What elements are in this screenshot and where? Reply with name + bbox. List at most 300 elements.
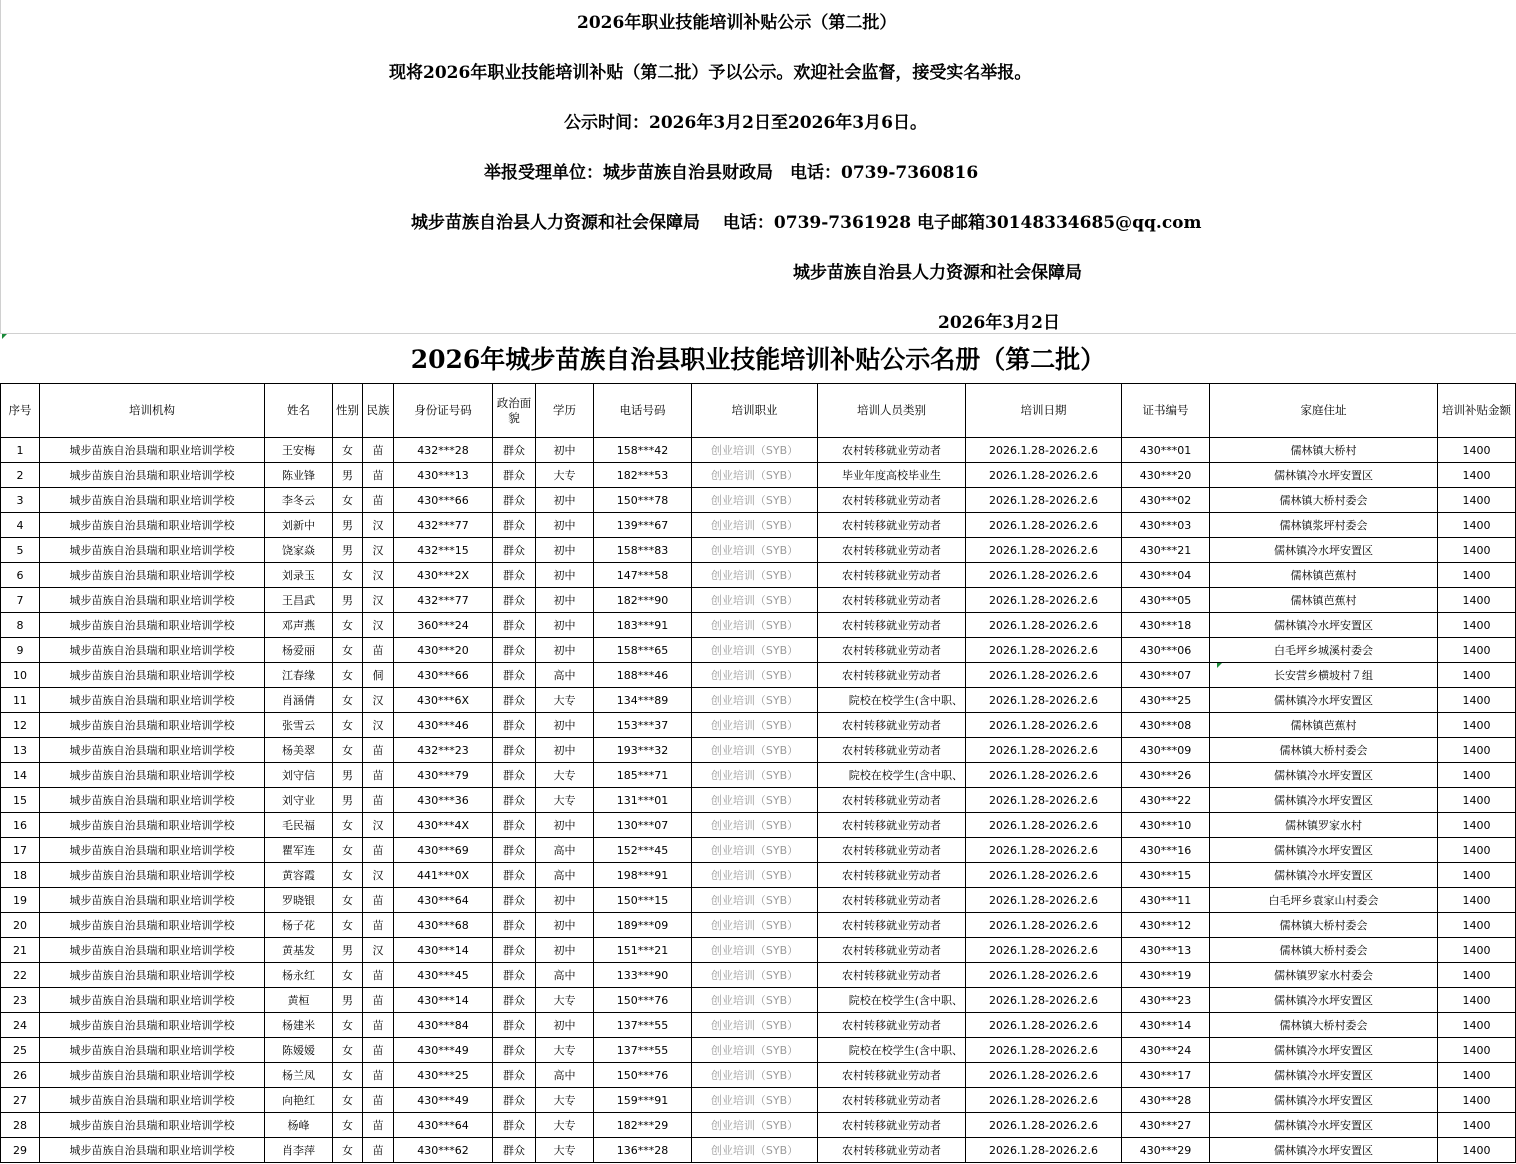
cell-job: 创业培训（SYB） bbox=[692, 713, 818, 738]
cell-education: 初中 bbox=[536, 938, 594, 963]
cell-index: 1 bbox=[1, 438, 40, 463]
cell-job: 创业培训（SYB） bbox=[692, 1063, 818, 1088]
cell-ethnicity: 苗 bbox=[363, 888, 394, 913]
cell-education: 大专 bbox=[536, 1038, 594, 1063]
cell-certificate: 430***06 bbox=[1122, 638, 1210, 663]
cell-name: 刘新中 bbox=[265, 513, 333, 538]
cell-subsidy: 1400 bbox=[1438, 963, 1516, 988]
cell-ethnicity: 苗 bbox=[363, 1038, 394, 1063]
cell-phone: 133***90 bbox=[594, 963, 692, 988]
cell-category: 农村转移就业劳动者 bbox=[818, 513, 966, 538]
cell-ethnicity: 苗 bbox=[363, 438, 394, 463]
cell-id: 360***24 bbox=[394, 613, 493, 638]
table-row bbox=[1, 538, 1516, 563]
cell-address: 白毛坪乡袁家山村委会 bbox=[1210, 888, 1438, 913]
cell-name: 陈嫒嫒 bbox=[265, 1038, 333, 1063]
table-row bbox=[1, 1113, 1516, 1138]
cell-ethnicity: 苗 bbox=[363, 1013, 394, 1038]
cell-org: 城步苗族自治县瑞和职业培训学校 bbox=[40, 638, 265, 663]
cell-address: 儒林镇冷水坪安置区 bbox=[1210, 1138, 1438, 1163]
cell-address: 儒林镇大桥村委会 bbox=[1210, 738, 1438, 763]
cell-id: 430***2X bbox=[394, 563, 493, 588]
table-row bbox=[1, 613, 1516, 638]
cell-org: 城步苗族自治县瑞和职业培训学校 bbox=[40, 1038, 265, 1063]
cell-subsidy: 1400 bbox=[1438, 663, 1516, 688]
cell-job: 创业培训（SYB） bbox=[692, 1088, 818, 1113]
cell-job: 创业培训（SYB） bbox=[692, 788, 818, 813]
cell-index: 7 bbox=[1, 588, 40, 613]
cell-job: 创业培训（SYB） bbox=[692, 963, 818, 988]
cell-certificate: 430***16 bbox=[1122, 838, 1210, 863]
cell-phone: 193***32 bbox=[594, 738, 692, 763]
cell-index: 29 bbox=[1, 1138, 40, 1163]
cell-index: 6 bbox=[1, 563, 40, 588]
table-row bbox=[1, 788, 1516, 813]
cell-job: 创业培训（SYB） bbox=[692, 888, 818, 913]
cell-gender: 女 bbox=[333, 688, 363, 713]
cell-phone: 152***45 bbox=[594, 838, 692, 863]
cell-subsidy: 1400 bbox=[1438, 1063, 1516, 1088]
cell-name: 肖李萍 bbox=[265, 1138, 333, 1163]
cell-date: 2026.1.28-2026.2.6 bbox=[966, 988, 1122, 1013]
notice-issuer: 城步苗族自治县人力资源和社会保障局 bbox=[793, 263, 1082, 283]
cell-index: 16 bbox=[1, 813, 40, 838]
cell-education: 大专 bbox=[536, 788, 594, 813]
cell-phone: 137***55 bbox=[594, 1038, 692, 1063]
cell-subsidy: 1400 bbox=[1438, 638, 1516, 663]
cell-org: 城步苗族自治县瑞和职业培训学校 bbox=[40, 913, 265, 938]
cell-certificate: 430***10 bbox=[1122, 813, 1210, 838]
cell-index: 26 bbox=[1, 1063, 40, 1088]
cell-ethnicity: 汉 bbox=[363, 563, 394, 588]
cell-org: 城步苗族自治县瑞和职业培训学校 bbox=[40, 1088, 265, 1113]
cell-id: 430***79 bbox=[394, 763, 493, 788]
cell-category: 农村转移就业劳动者 bbox=[818, 1013, 966, 1038]
cell-date: 2026.1.28-2026.2.6 bbox=[966, 613, 1122, 638]
cell-political: 群众 bbox=[493, 838, 536, 863]
cell-gender: 女 bbox=[333, 1113, 363, 1138]
cell-education: 高中 bbox=[536, 963, 594, 988]
cell-date: 2026.1.28-2026.2.6 bbox=[966, 663, 1122, 688]
cell-org: 城步苗族自治县瑞和职业培训学校 bbox=[40, 588, 265, 613]
notice-report-unit: 举报受理单位：城步苗族自治县财政局 电话：0739-7360816 bbox=[484, 163, 979, 183]
cell-date: 2026.1.28-2026.2.6 bbox=[966, 1038, 1122, 1063]
cell-ethnicity: 苗 bbox=[363, 463, 394, 488]
cell-name: 杨子花 bbox=[265, 913, 333, 938]
cell-job: 创业培训（SYB） bbox=[692, 663, 818, 688]
cell-certificate: 430***15 bbox=[1122, 863, 1210, 888]
cell-political: 群众 bbox=[493, 1113, 536, 1138]
cell-id: 430***84 bbox=[394, 1013, 493, 1038]
cell-id: 430***45 bbox=[394, 963, 493, 988]
table-row bbox=[1, 438, 1516, 463]
cell-subsidy: 1400 bbox=[1438, 538, 1516, 563]
cell-subsidy: 1400 bbox=[1438, 463, 1516, 488]
cell-category: 院校在校学生(含中职、 bbox=[818, 988, 966, 1013]
cell-gender: 女 bbox=[333, 438, 363, 463]
cell-date: 2026.1.28-2026.2.6 bbox=[966, 963, 1122, 988]
cell-address: 儒林镇冷水坪安置区 bbox=[1210, 1113, 1438, 1138]
cell-id: 432***77 bbox=[394, 588, 493, 613]
table-header-row bbox=[1, 384, 1516, 438]
cell-name: 杨兰凤 bbox=[265, 1063, 333, 1088]
cell-subsidy: 1400 bbox=[1438, 513, 1516, 538]
cell-phone: 139***67 bbox=[594, 513, 692, 538]
table-row bbox=[1, 1088, 1516, 1113]
cell-certificate: 430***22 bbox=[1122, 788, 1210, 813]
cell-education: 初中 bbox=[536, 638, 594, 663]
cell-index: 5 bbox=[1, 538, 40, 563]
table-row bbox=[1, 513, 1516, 538]
cell-job: 创业培训（SYB） bbox=[692, 863, 818, 888]
header-cell: 性别 bbox=[333, 384, 363, 438]
cell-ethnicity: 苗 bbox=[363, 1113, 394, 1138]
cell-subsidy: 1400 bbox=[1438, 763, 1516, 788]
cell-job: 创业培训（SYB） bbox=[692, 738, 818, 763]
cell-address: 儒林镇芭蕉村 bbox=[1210, 713, 1438, 738]
cell-name: 杨美翠 bbox=[265, 738, 333, 763]
cell-job: 创业培训（SYB） bbox=[692, 1113, 818, 1138]
cell-category: 农村转移就业劳动者 bbox=[818, 563, 966, 588]
cell-date: 2026.1.28-2026.2.6 bbox=[966, 1113, 1122, 1138]
table-row bbox=[1, 1038, 1516, 1063]
cell-id: 430***69 bbox=[394, 838, 493, 863]
cell-id: 430***66 bbox=[394, 488, 493, 513]
cell-date: 2026.1.28-2026.2.6 bbox=[966, 788, 1122, 813]
cell-org: 城步苗族自治县瑞和职业培训学校 bbox=[40, 438, 265, 463]
cell-subsidy: 1400 bbox=[1438, 888, 1516, 913]
cell-phone: 185***71 bbox=[594, 763, 692, 788]
cell-job: 创业培训（SYB） bbox=[692, 1013, 818, 1038]
cell-phone: 150***76 bbox=[594, 1063, 692, 1088]
cell-education: 初中 bbox=[536, 888, 594, 913]
cell-certificate: 430***17 bbox=[1122, 1063, 1210, 1088]
cell-certificate: 430***12 bbox=[1122, 913, 1210, 938]
cell-address: 儒林镇冷水坪安置区 bbox=[1210, 688, 1438, 713]
cell-index: 22 bbox=[1, 963, 40, 988]
cell-education: 高中 bbox=[536, 863, 594, 888]
cell-phone: 150***78 bbox=[594, 488, 692, 513]
cell-index: 20 bbox=[1, 913, 40, 938]
cell-phone: 158***83 bbox=[594, 538, 692, 563]
cell-education: 初中 bbox=[536, 488, 594, 513]
cell-education: 高中 bbox=[536, 838, 594, 863]
cell-certificate: 430***28 bbox=[1122, 1088, 1210, 1113]
notice-block bbox=[0, 0, 1516, 334]
cell-org: 城步苗族自治县瑞和职业培训学校 bbox=[40, 1063, 265, 1088]
cell-political: 群众 bbox=[493, 588, 536, 613]
cell-political: 群众 bbox=[493, 538, 536, 563]
cell-gender: 女 bbox=[333, 713, 363, 738]
cell-date: 2026.1.28-2026.2.6 bbox=[966, 813, 1122, 838]
notice-intro: 现将2026年职业技能培训补贴（第二批）予以公示。欢迎社会监督，接受实名举报。 bbox=[389, 63, 1032, 83]
cell-phone: 134***89 bbox=[594, 688, 692, 713]
cell-subsidy: 1400 bbox=[1438, 738, 1516, 763]
cell-id: 430***25 bbox=[394, 1063, 493, 1088]
cell-address: 儒林镇浆坪村委会 bbox=[1210, 513, 1438, 538]
cell-job: 创业培训（SYB） bbox=[692, 613, 818, 638]
cell-political: 群众 bbox=[493, 438, 536, 463]
cell-political: 群众 bbox=[493, 488, 536, 513]
cell-address: 儒林镇冷水坪安置区 bbox=[1210, 538, 1438, 563]
cell-job: 创业培训（SYB） bbox=[692, 988, 818, 1013]
notice-period: 公示时间：2026年3月2日至2026年3月6日。 bbox=[564, 113, 927, 133]
cell-education: 大专 bbox=[536, 988, 594, 1013]
cell-date: 2026.1.28-2026.2.6 bbox=[966, 438, 1122, 463]
cell-phone: 130***07 bbox=[594, 813, 692, 838]
cell-category: 毕业年度高校毕业生 bbox=[818, 463, 966, 488]
cell-category: 农村转移就业劳动者 bbox=[818, 588, 966, 613]
cell-id: 432***15 bbox=[394, 538, 493, 563]
cell-org: 城步苗族自治县瑞和职业培训学校 bbox=[40, 788, 265, 813]
cell-subsidy: 1400 bbox=[1438, 563, 1516, 588]
table-row bbox=[1, 863, 1516, 888]
cell-education: 初中 bbox=[536, 513, 594, 538]
cell-date: 2026.1.28-2026.2.6 bbox=[966, 488, 1122, 513]
cell-index: 10 bbox=[1, 663, 40, 688]
cell-date: 2026.1.28-2026.2.6 bbox=[966, 738, 1122, 763]
cell-political: 群众 bbox=[493, 888, 536, 913]
cell-ethnicity: 汉 bbox=[363, 813, 394, 838]
cell-education: 初中 bbox=[536, 613, 594, 638]
table-row bbox=[1, 688, 1516, 713]
cell-name: 张雪云 bbox=[265, 713, 333, 738]
cell-org: 城步苗族自治县瑞和职业培训学校 bbox=[40, 563, 265, 588]
cell-ethnicity: 汉 bbox=[363, 613, 394, 638]
cell-index: 12 bbox=[1, 713, 40, 738]
cell-phone: 131***01 bbox=[594, 788, 692, 813]
cell-gender: 女 bbox=[333, 1063, 363, 1088]
cell-gender: 男 bbox=[333, 938, 363, 963]
cell-education: 大专 bbox=[536, 688, 594, 713]
cell-category: 农村转移就业劳动者 bbox=[818, 438, 966, 463]
header-cell: 学历 bbox=[536, 384, 594, 438]
cell-index: 19 bbox=[1, 888, 40, 913]
cell-org: 城步苗族自治县瑞和职业培训学校 bbox=[40, 613, 265, 638]
cell-subsidy: 1400 bbox=[1438, 988, 1516, 1013]
cell-certificate: 430***23 bbox=[1122, 988, 1210, 1013]
cell-address: 儒林镇大桥村委会 bbox=[1210, 1013, 1438, 1038]
cell-subsidy: 1400 bbox=[1438, 1113, 1516, 1138]
cell-id: 430***4X bbox=[394, 813, 493, 838]
cell-date: 2026.1.28-2026.2.6 bbox=[966, 888, 1122, 913]
cell-ethnicity: 苗 bbox=[363, 638, 394, 663]
cell-address: 儒林镇罗家水村 bbox=[1210, 813, 1438, 838]
cell-subsidy: 1400 bbox=[1438, 613, 1516, 638]
cell-political: 群众 bbox=[493, 988, 536, 1013]
table-row bbox=[1, 838, 1516, 863]
cell-name: 江春缘 bbox=[265, 663, 333, 688]
notice-report-unit-2: 城步苗族自治县人力资源和社会保障局 电话：0739-7361928 电子邮箱30148334685@qq.com bbox=[411, 213, 1202, 233]
cell-category: 农村转移就业劳动者 bbox=[818, 1113, 966, 1138]
cell-id: 441***0X bbox=[394, 863, 493, 888]
cell-political: 群众 bbox=[493, 963, 536, 988]
cell-education: 初中 bbox=[536, 438, 594, 463]
cell-org: 城步苗族自治县瑞和职业培训学校 bbox=[40, 663, 265, 688]
cell-address: 儒林镇冷水坪安置区 bbox=[1210, 788, 1438, 813]
cell-index: 13 bbox=[1, 738, 40, 763]
cell-certificate: 430***03 bbox=[1122, 513, 1210, 538]
cell-ethnicity: 汉 bbox=[363, 513, 394, 538]
cell-org: 城步苗族自治县瑞和职业培训学校 bbox=[40, 738, 265, 763]
header-cell: 证书编号 bbox=[1122, 384, 1210, 438]
table-row bbox=[1, 963, 1516, 988]
cell-id: 430***20 bbox=[394, 638, 493, 663]
cell-address: 儒林镇冷水坪安置区 bbox=[1210, 838, 1438, 863]
cell-id: 430***64 bbox=[394, 888, 493, 913]
cell-name: 刘守业 bbox=[265, 788, 333, 813]
cell-index: 28 bbox=[1, 1113, 40, 1138]
cell-ethnicity: 苗 bbox=[363, 763, 394, 788]
cell-political: 群众 bbox=[493, 938, 536, 963]
cell-political: 群众 bbox=[493, 638, 536, 663]
cell-subsidy: 1400 bbox=[1438, 1088, 1516, 1113]
header-cell: 政治面貌 bbox=[493, 384, 536, 438]
cell-education: 初中 bbox=[536, 538, 594, 563]
cell-id: 430***49 bbox=[394, 1038, 493, 1063]
cell-name: 王昌武 bbox=[265, 588, 333, 613]
cell-index: 15 bbox=[1, 788, 40, 813]
cell-gender: 女 bbox=[333, 638, 363, 663]
cell-name: 黄容霞 bbox=[265, 863, 333, 888]
cell-certificate: 430***27 bbox=[1122, 1113, 1210, 1138]
cell-name: 饶家焱 bbox=[265, 538, 333, 563]
cell-ethnicity: 汉 bbox=[363, 938, 394, 963]
cell-subsidy: 1400 bbox=[1438, 688, 1516, 713]
cell-id: 430***64 bbox=[394, 1113, 493, 1138]
cell-address: 儒林镇冷水坪安置区 bbox=[1210, 863, 1438, 888]
cell-org: 城步苗族自治县瑞和职业培训学校 bbox=[40, 888, 265, 913]
cell-name: 邓声燕 bbox=[265, 613, 333, 638]
cell-org: 城步苗族自治县瑞和职业培训学校 bbox=[40, 813, 265, 838]
table-row bbox=[1, 913, 1516, 938]
table-row bbox=[1, 1063, 1516, 1088]
cell-address: 白毛坪乡城溪村委会 bbox=[1210, 638, 1438, 663]
cell-phone: 158***65 bbox=[594, 638, 692, 663]
cell-ethnicity: 苗 bbox=[363, 738, 394, 763]
cell-political: 群众 bbox=[493, 613, 536, 638]
cell-job: 创业培训（SYB） bbox=[692, 813, 818, 838]
cell-id: 430***68 bbox=[394, 913, 493, 938]
cell-subsidy: 1400 bbox=[1438, 938, 1516, 963]
cell-index: 24 bbox=[1, 1013, 40, 1038]
cell-political: 群众 bbox=[493, 913, 536, 938]
cell-ethnicity: 苗 bbox=[363, 488, 394, 513]
cell-subsidy: 1400 bbox=[1438, 863, 1516, 888]
cell-org: 城步苗族自治县瑞和职业培训学校 bbox=[40, 988, 265, 1013]
cell-org: 城步苗族自治县瑞和职业培训学校 bbox=[40, 963, 265, 988]
cell-date: 2026.1.28-2026.2.6 bbox=[966, 1013, 1122, 1038]
cell-gender: 女 bbox=[333, 663, 363, 688]
table-row bbox=[1, 1013, 1516, 1038]
cell-address: 儒林镇冷水坪安置区 bbox=[1210, 1088, 1438, 1113]
cell-index: 9 bbox=[1, 638, 40, 663]
cell-index: 17 bbox=[1, 838, 40, 863]
cell-org: 城步苗族自治县瑞和职业培训学校 bbox=[40, 1113, 265, 1138]
cell-subsidy: 1400 bbox=[1438, 438, 1516, 463]
cell-political: 群众 bbox=[493, 513, 536, 538]
cell-phone: 198***91 bbox=[594, 863, 692, 888]
header-cell: 身份证号码 bbox=[394, 384, 493, 438]
cell-political: 群众 bbox=[493, 463, 536, 488]
cell-phone: 189***09 bbox=[594, 913, 692, 938]
cell-phone: 137***55 bbox=[594, 1013, 692, 1038]
cell-job: 创业培训（SYB） bbox=[692, 1038, 818, 1063]
cell-index: 11 bbox=[1, 688, 40, 713]
table-row bbox=[1, 588, 1516, 613]
table-row bbox=[1, 888, 1516, 913]
cell-address: 儒林镇大桥村委会 bbox=[1210, 488, 1438, 513]
cell-phone: 150***15 bbox=[594, 888, 692, 913]
cell-gender: 女 bbox=[333, 813, 363, 838]
cell-category: 农村转移就业劳动者 bbox=[818, 813, 966, 838]
cell-job: 创业培训（SYB） bbox=[692, 513, 818, 538]
cell-subsidy: 1400 bbox=[1438, 713, 1516, 738]
header-cell: 培训机构 bbox=[40, 384, 265, 438]
cell-political: 群众 bbox=[493, 1088, 536, 1113]
cell-education: 大专 bbox=[536, 1138, 594, 1163]
cell-index: 14 bbox=[1, 763, 40, 788]
cell-gender: 女 bbox=[333, 838, 363, 863]
table-row bbox=[1, 988, 1516, 1013]
cell-certificate: 430***02 bbox=[1122, 488, 1210, 513]
cell-education: 初中 bbox=[536, 913, 594, 938]
cell-category: 农村转移就业劳动者 bbox=[818, 963, 966, 988]
cell-phone: 159***91 bbox=[594, 1088, 692, 1113]
cell-org: 城步苗族自治县瑞和职业培训学校 bbox=[40, 838, 265, 863]
cell-org: 城步苗族自治县瑞和职业培训学校 bbox=[40, 763, 265, 788]
cell-org: 城步苗族自治县瑞和职业培训学校 bbox=[40, 538, 265, 563]
cell-date: 2026.1.28-2026.2.6 bbox=[966, 763, 1122, 788]
table-row bbox=[1, 813, 1516, 838]
cell-address: 儒林镇大桥村 bbox=[1210, 438, 1438, 463]
cell-name: 刘录玉 bbox=[265, 563, 333, 588]
cell-name: 陈业锋 bbox=[265, 463, 333, 488]
cell-political: 群众 bbox=[493, 863, 536, 888]
cell-org: 城步苗族自治县瑞和职业培训学校 bbox=[40, 688, 265, 713]
cell-category: 农村转移就业劳动者 bbox=[818, 938, 966, 963]
cell-address: 儒林镇芭蕉村 bbox=[1210, 588, 1438, 613]
cell-address: 儒林镇冷水坪安置区 bbox=[1210, 613, 1438, 638]
header-cell: 培训人员类别 bbox=[818, 384, 966, 438]
cell-gender: 女 bbox=[333, 863, 363, 888]
cell-date: 2026.1.28-2026.2.6 bbox=[966, 713, 1122, 738]
cell-index: 4 bbox=[1, 513, 40, 538]
cell-date: 2026.1.28-2026.2.6 bbox=[966, 913, 1122, 938]
cell-category: 农村转移就业劳动者 bbox=[818, 738, 966, 763]
cell-subsidy: 1400 bbox=[1438, 1138, 1516, 1163]
table-row bbox=[1, 638, 1516, 663]
cell-phone: 182***29 bbox=[594, 1113, 692, 1138]
cell-gender: 女 bbox=[333, 488, 363, 513]
cell-gender: 男 bbox=[333, 463, 363, 488]
cell-id: 430***66 bbox=[394, 663, 493, 688]
cell-education: 初中 bbox=[536, 713, 594, 738]
cell-gender: 女 bbox=[333, 1038, 363, 1063]
cell-id: 430***49 bbox=[394, 1088, 493, 1113]
cell-ethnicity: 苗 bbox=[363, 963, 394, 988]
subsidy-roster-table bbox=[0, 383, 1516, 1163]
cell-gender: 女 bbox=[333, 738, 363, 763]
cell-id: 430***46 bbox=[394, 713, 493, 738]
cell-job: 创业培训（SYB） bbox=[692, 688, 818, 713]
cell-job: 创业培训（SYB） bbox=[692, 763, 818, 788]
cell-certificate: 430***13 bbox=[1122, 938, 1210, 963]
cell-phone: 150***76 bbox=[594, 988, 692, 1013]
cell-subsidy: 1400 bbox=[1438, 588, 1516, 613]
cell-category: 农村转移就业劳动者 bbox=[818, 613, 966, 638]
cell-org: 城步苗族自治县瑞和职业培训学校 bbox=[40, 463, 265, 488]
